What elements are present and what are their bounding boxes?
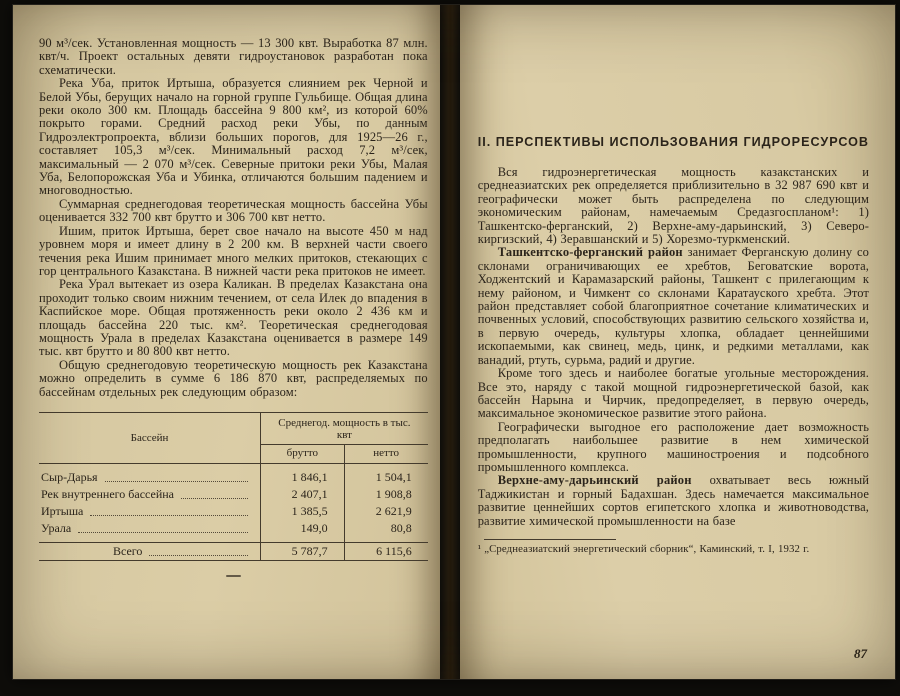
gutter-shadow [440, 5, 460, 679]
dot-leader [90, 515, 248, 516]
dot-leader [149, 555, 248, 556]
basin-label: Урала [41, 520, 72, 535]
basin-label: Рек внутреннего бассейна [41, 486, 174, 501]
netto-value: 2 621,9 [344, 503, 428, 520]
paragraph: Верхне-аму-дарьинский район охватывает весь южный Таджикистан и горный Бадахшан. Здесь намечается максимальное развитие ценнейших сортов египетского хлопка и животноводства, развитие химической промышленности на базе [477, 473, 869, 528]
netto-value: 80,8 [344, 520, 428, 543]
basin-power-table [39, 412, 428, 561]
book-spread [13, 5, 895, 679]
basin-name-wrap [41, 521, 254, 536]
total-netto: 6 115,6 [344, 542, 428, 560]
paragraph: Ташкентско-ферганский район занимает Ферганскую долину со склонами ограничивающих ее хребтов, Беговатские ворота, Ходжентский и Карамазарский районы, Ташкент с прилегающим к нему районом, и Чимкент со склонами Каратауского хребта. Этот район представляет собой благоприятное сочетание климатических и почвенных условий, способствующих развитию сельского хозяйства и, в первую очередь, культуры хлопка, обладает ценнейшими ископаемыми, как свинец, медь, цинк, и редкими металлами, как ванадий, ртуть, сурьма, радий и другие. [477, 245, 869, 367]
left-page-text [39, 37, 428, 399]
total-label-wrap [41, 544, 254, 559]
dot-leader [181, 498, 248, 499]
brutto-value: 2 407,1 [261, 486, 345, 503]
paragraph: Река Урал вытекает из озера Каликан. В пределах Казакстана она проходит только своим нижним течением, от села Илек до впадения в Каспийское море. Общая протяженность реки около 2 436 км и площадь бассейна 220 тыс. км². Теоретическая среднегодовая мощность Урала в пределах Казакстана оценивается в размере 149 тыс. квт брутто и 80 800 квт нетто. [39, 277, 428, 359]
footnote-divider [484, 539, 616, 540]
paragraph: Географически выгодное его расположение дает возможность предполагать наибольшее развитие в нем химической промышленности, крупного машиностроения и подсобного промышленного комплекса. [477, 419, 869, 474]
right-page-text [478, 166, 869, 528]
basin-label: Сыр-Дарья [41, 469, 98, 484]
column-header-power: Среднегод. мощность в тыс. квт [261, 412, 428, 444]
paragraph: Суммарная среднегодовая теоретическая мощность бассейна Убы оценивается 332 700 квт брутто и 306 700 квт нетто. [39, 196, 428, 225]
brutto-value: 1 385,5 [261, 503, 345, 520]
basin-name-cell [39, 463, 261, 486]
paragraph: Общую среднегодовую теоретическую мощность рек Казакстана можно определить в сумме 6 186 870 квт, распределяемых по бассейнам отдельных рек следующим образом: [39, 357, 428, 399]
paragraph: Река Уба, приток Иртыша, образуется слиянием рек Черной и Белой Убы, берущих начало на горной группе Гульбище. Общая длина реки около 300 км. Площадь бассейна 9 800 км², из которой 60% покрыто горами. Средний расход реки Убы, по данным Гидроэлектропроекта, вблизи больших порогов, для 1925—26 г., составляет 105,3 м³/сек. Минимальный расход 7,2 м³/сек, максимальный — 2 070 м³/сек. Северные притоки реки Убы, Малая Уба, Белопорожская Уба и Убинка, отличаются большим падением и многоводностью. [39, 76, 428, 198]
column-header-basin: Бассейн [39, 412, 261, 463]
paragraph-lead: Ташкентско-ферганский район [497, 245, 683, 260]
brutto-value: 149,0 [261, 520, 345, 543]
left-page [13, 5, 440, 679]
dot-leader [78, 532, 248, 533]
paragraph: Кроме того здесь и наиболее богатые угольные месторождения. Все это, наряду с такой мощной гидроэнергетической базой, как бассейн Нарына и Чирчик, предопределяет, в первую очередь, максимальное экономическое развитие этого района. [477, 366, 869, 421]
chapter-heading: II. ПЕРСПЕКТИВЫ ИСПОЛЬЗОВАНИЯ ГИДРОРЕСУРСОВ [477, 135, 869, 149]
right-page [460, 5, 895, 679]
table-row [39, 520, 428, 543]
page-number: 87 [854, 646, 867, 661]
table-row [39, 503, 428, 520]
column-header-netto: нетто [344, 444, 428, 463]
netto-value: 1 504,1 [344, 463, 428, 486]
brutto-value: 1 846,1 [261, 463, 345, 486]
table-row [39, 486, 428, 503]
column-header-brutto: брутто [286, 446, 319, 459]
basin-name-cell [39, 486, 261, 503]
dot-leader [105, 481, 248, 482]
total-row [39, 542, 428, 560]
ink-smudge [226, 575, 241, 577]
paragraph: Ишим, приток Иртыша, берет свое начало на высоте 450 м над уровнем моря и имеет длину в 2 200 км. В верхней части своего течения река Ишим принимает много мелких притоков, стекающих с гор центрального Казакстана. В нижней части река притоков не имеет. [39, 223, 428, 278]
paragraph: 90 м³/сек. Установленная мощность — 13 300 квт. Выработка 87 млн. квт/ч. Проект остальных девяти гидроустановок разработан пока схематически. [39, 36, 428, 77]
total-label-cell [39, 542, 261, 560]
table-row [39, 463, 428, 486]
paragraph-lead: Верхне-аму-дарьинский район [497, 473, 692, 488]
basin-label: Иртыша [41, 503, 84, 518]
total-brutto: 5 787,7 [261, 542, 345, 560]
basin-name-wrap [41, 470, 254, 485]
basin-name-cell [39, 503, 261, 520]
table-body [39, 463, 428, 542]
table-header [39, 412, 428, 463]
basin-name-cell [39, 520, 261, 543]
total-label: Всего [113, 543, 143, 558]
basin-name-wrap [41, 504, 254, 519]
table-footer [39, 542, 428, 560]
basin-name-wrap [41, 487, 254, 502]
paragraph: Вся гидроэнергетическая мощность казакстанских и среднеазиатских рек определяется приблизительно в 32 987 690 квт и географически может быть распределена по следующим экономическим районам, намечаемым Средазгоспланом¹: 1) Ташкентско-ферганский, 2) Верхне-аму-дарьинский, 3) Северо-киргизский, 4) Зеравшанский и 5) Хорезмо-туркменский. [477, 165, 869, 247]
netto-value: 1 908,8 [344, 486, 428, 503]
footnote: ¹ „Среднеазиатский энергетический сборник“, Каминский, т. I, 1932 г. [477, 542, 810, 555]
